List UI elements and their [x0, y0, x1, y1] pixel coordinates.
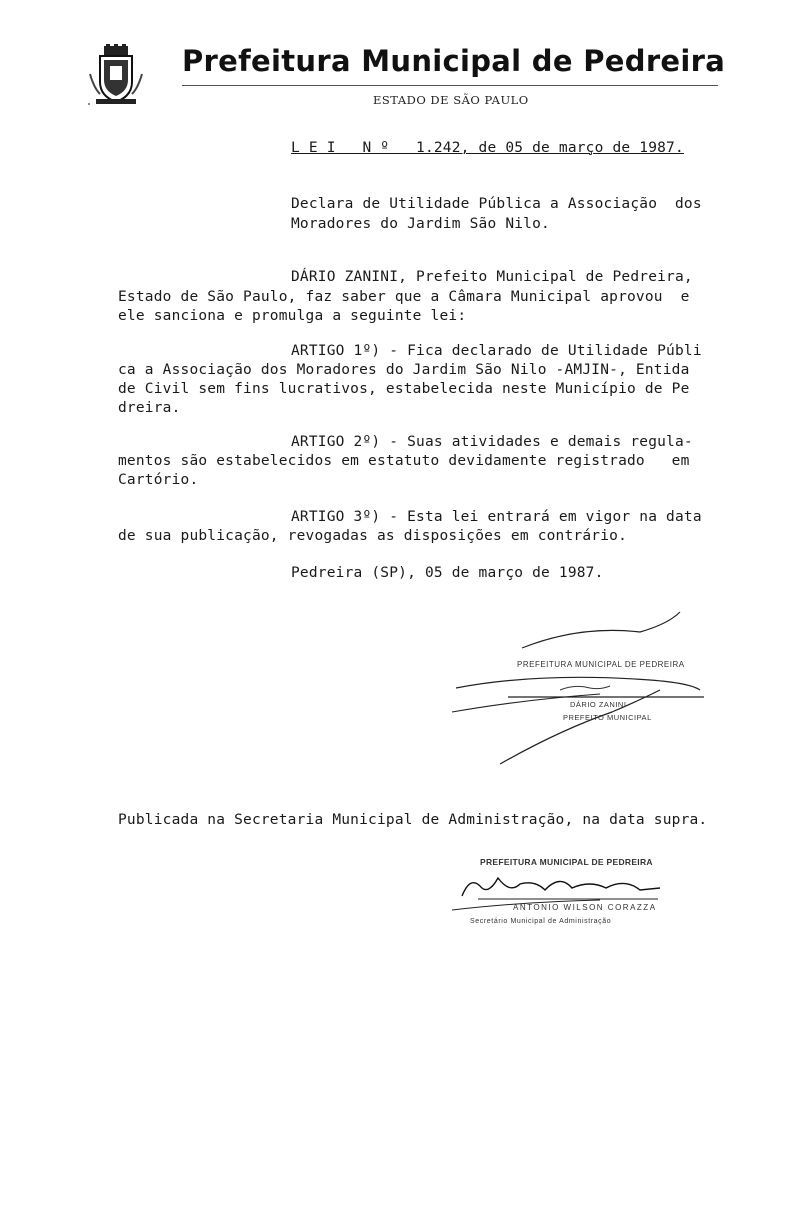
preamble-line-3: ele sanciona e promulga a seguinte lei:	[118, 308, 467, 324]
header-divider	[182, 85, 718, 86]
law-number: L E I N º 1.242, de 05 de março de 1987.	[291, 140, 684, 156]
secretary-stamp-name: ANTONIO WILSON CORAZZA	[513, 903, 657, 912]
secretary-stamp-office: PREFEITURA MUNICIPAL DE PEDREIRA	[480, 857, 653, 867]
artigo2-line-3: Cartório.	[118, 472, 199, 488]
preamble-line-2: Estado de São Paulo, faz saber que a Câmara Municipal aprovou e	[118, 289, 690, 305]
ementa-line-1: Declara de Utilidade Pública a Associação dos	[291, 196, 702, 212]
page-title: Prefeitura Municipal de Pedreira	[182, 44, 726, 78]
mayor-stamp-office: PREFEITURA MUNICIPAL DE PEDREIRA	[517, 660, 685, 669]
mayor-stamp-title: PREFEITO MUNICIPAL	[563, 713, 652, 722]
coat-of-arms-icon	[86, 44, 146, 106]
publication-note: Publicada na Secretaria Municipal de Administração, na data supra.	[118, 812, 708, 828]
ementa-line-2: Moradores do Jardim São Nilo.	[291, 216, 550, 232]
secretary-stamp-title: Secretário Municipal de Administração	[470, 918, 612, 925]
artigo2-line-1: ARTIGO 2º) - Suas atividades e demais regula-	[291, 434, 693, 450]
artigo1-line-3: de Civil sem fins lucrativos, estabelecida neste Município de Pe	[118, 381, 690, 397]
artigo1-line-4: dreira.	[118, 400, 181, 416]
artigo1-line-2: ca a Associação dos Moradores do Jardim São Nilo -AMJIN-, Entida	[118, 362, 690, 378]
preamble-line-1: DÁRIO ZANINI, Prefeito Municipal de Pedreira,	[291, 269, 693, 285]
header-subtitle: ESTADO DE SÃO PAULO	[373, 93, 529, 107]
place-date: Pedreira (SP), 05 de março de 1987.	[291, 565, 604, 581]
mayor-stamp-name: DÁRIO ZANINI	[570, 700, 627, 709]
artigo1-line-1: ARTIGO 1º) - Fica declarado de Utilidade Públi	[291, 343, 702, 359]
artigo3-line-2: de sua publicação, revogadas as disposições em contrário.	[118, 528, 627, 544]
artigo3-line-1: ARTIGO 3º) - Esta lei entrará em vigor na data	[291, 509, 702, 525]
artigo2-line-2: mentos são estabelecidos em estatuto devidamente registrado em	[118, 453, 690, 469]
